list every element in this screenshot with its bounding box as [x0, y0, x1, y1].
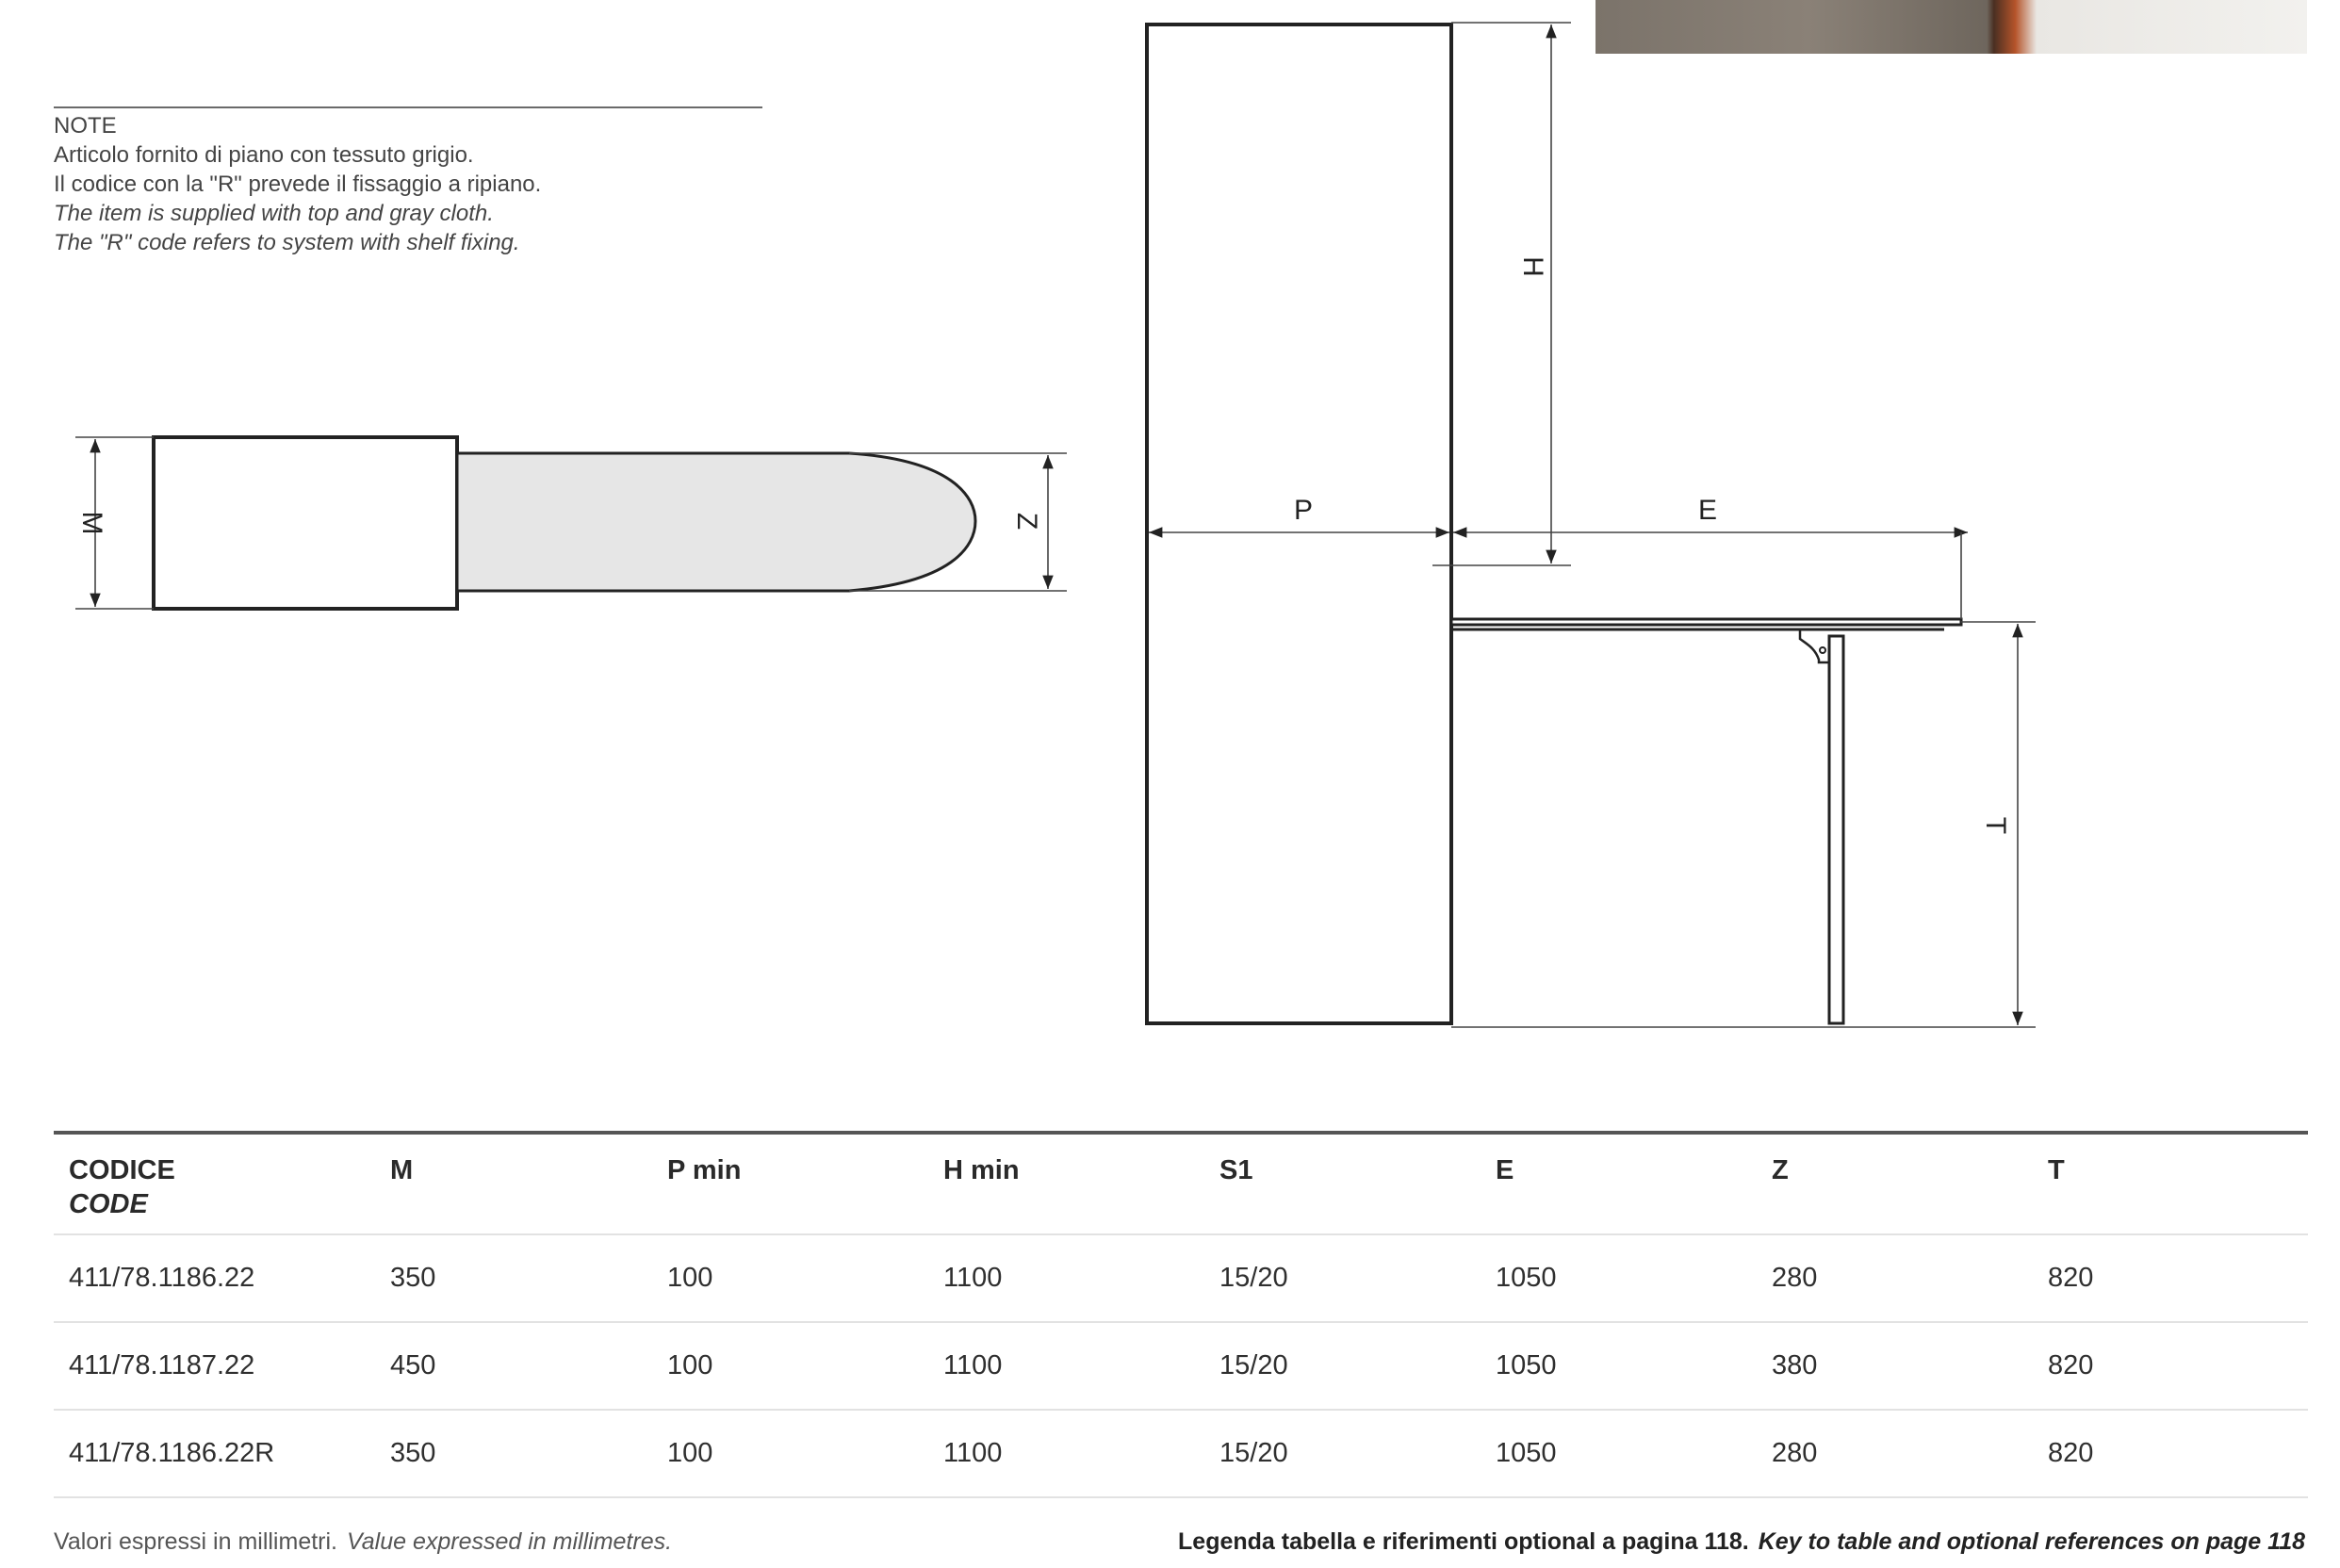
hinge-pivot [1820, 647, 1825, 653]
dimension-h [1432, 23, 1571, 565]
leg-hinge [1800, 629, 1829, 662]
board-surface [1451, 619, 1961, 625]
note-line-en-1: The item is supplied with top and gray cloth. [54, 201, 494, 226]
cell-code: 411/78.1187.22 [69, 1350, 255, 1380]
note-line-en-2: The "R" code refers to system with shelf fixing. [54, 230, 520, 255]
cell-m: 450 [390, 1350, 436, 1380]
units-note [54, 1528, 672, 1556]
cell-e: 1050 [1496, 1263, 1557, 1293]
note-line-it-2: Il codice con la "R" prevede il fissaggio a ripiano. [54, 172, 542, 197]
header-p-min: P min [667, 1155, 742, 1185]
cell-p-min: 100 [667, 1350, 713, 1380]
cell-p-min: 100 [667, 1263, 713, 1293]
legend-reference-en: Key to table and optional references on page 118 [1758, 1528, 2305, 1555]
header-code [54, 1135, 375, 1233]
cell-s1: 15/20 [1219, 1438, 1288, 1468]
cell-code: 411/78.1186.22R [69, 1438, 275, 1468]
cell-s1: 15/20 [1219, 1350, 1288, 1380]
label-t: T [1980, 816, 2011, 835]
dimension-e [1453, 532, 1968, 619]
cell-e: 1050 [1496, 1350, 1557, 1380]
cell-e: 1050 [1496, 1438, 1557, 1468]
cell-t: 820 [2048, 1350, 2094, 1380]
note-heading: NOTE [54, 113, 117, 139]
top-view [75, 437, 1067, 609]
header-m: M [390, 1155, 414, 1185]
dimension-t [1451, 622, 2036, 1027]
label-m: M [76, 511, 107, 535]
label-p: P [1293, 495, 1314, 526]
cell-m: 350 [390, 1263, 436, 1293]
support-leg [1829, 636, 1843, 1023]
header-code-it: CODICE [69, 1155, 175, 1185]
table-row [54, 1411, 2308, 1498]
units-note-it: Valori espressi in millimetri. [54, 1528, 337, 1555]
header-t: T [2048, 1155, 2065, 1185]
table-row [54, 1235, 2308, 1323]
side-view [1147, 23, 2036, 1027]
legend-reference-it: Legenda tabella e riferimenti optional a pagina 118. [1178, 1528, 1749, 1555]
cell-t: 820 [2048, 1438, 2094, 1468]
cell-z: 380 [1772, 1350, 1818, 1380]
cell-h-min: 1100 [943, 1438, 1003, 1468]
note-line-it-1: Articolo fornito di piano con tessuto grigio. [54, 142, 474, 168]
cell-m: 350 [390, 1438, 436, 1468]
cell-z: 280 [1772, 1263, 1818, 1293]
legend-reference [1178, 1528, 2305, 1556]
header-e: E [1496, 1155, 1514, 1185]
cell-code: 411/78.1186.22 [69, 1263, 255, 1293]
label-z: Z [1011, 512, 1042, 531]
header-s1: S1 [1219, 1155, 1253, 1185]
label-e: E [1697, 495, 1718, 526]
codes-table [54, 1131, 2308, 1498]
table-header-row [54, 1135, 2308, 1235]
header-h-min: H min [943, 1155, 1020, 1185]
cell-h-min: 1100 [943, 1350, 1003, 1380]
table-row [54, 1323, 2308, 1411]
cell-t: 820 [2048, 1263, 2094, 1293]
header-code-en: CODE [69, 1189, 148, 1219]
cell-s1: 15/20 [1219, 1263, 1288, 1293]
cell-h-min: 1100 [943, 1263, 1003, 1293]
cell-z: 280 [1772, 1438, 1818, 1468]
header-z: Z [1772, 1155, 1789, 1185]
base-box [154, 437, 457, 609]
units-note-en: Value expressed in millimetres. [347, 1528, 673, 1555]
cell-p-min: 100 [667, 1438, 713, 1468]
ironing-board-top [457, 453, 975, 591]
label-h: H [1517, 256, 1548, 277]
